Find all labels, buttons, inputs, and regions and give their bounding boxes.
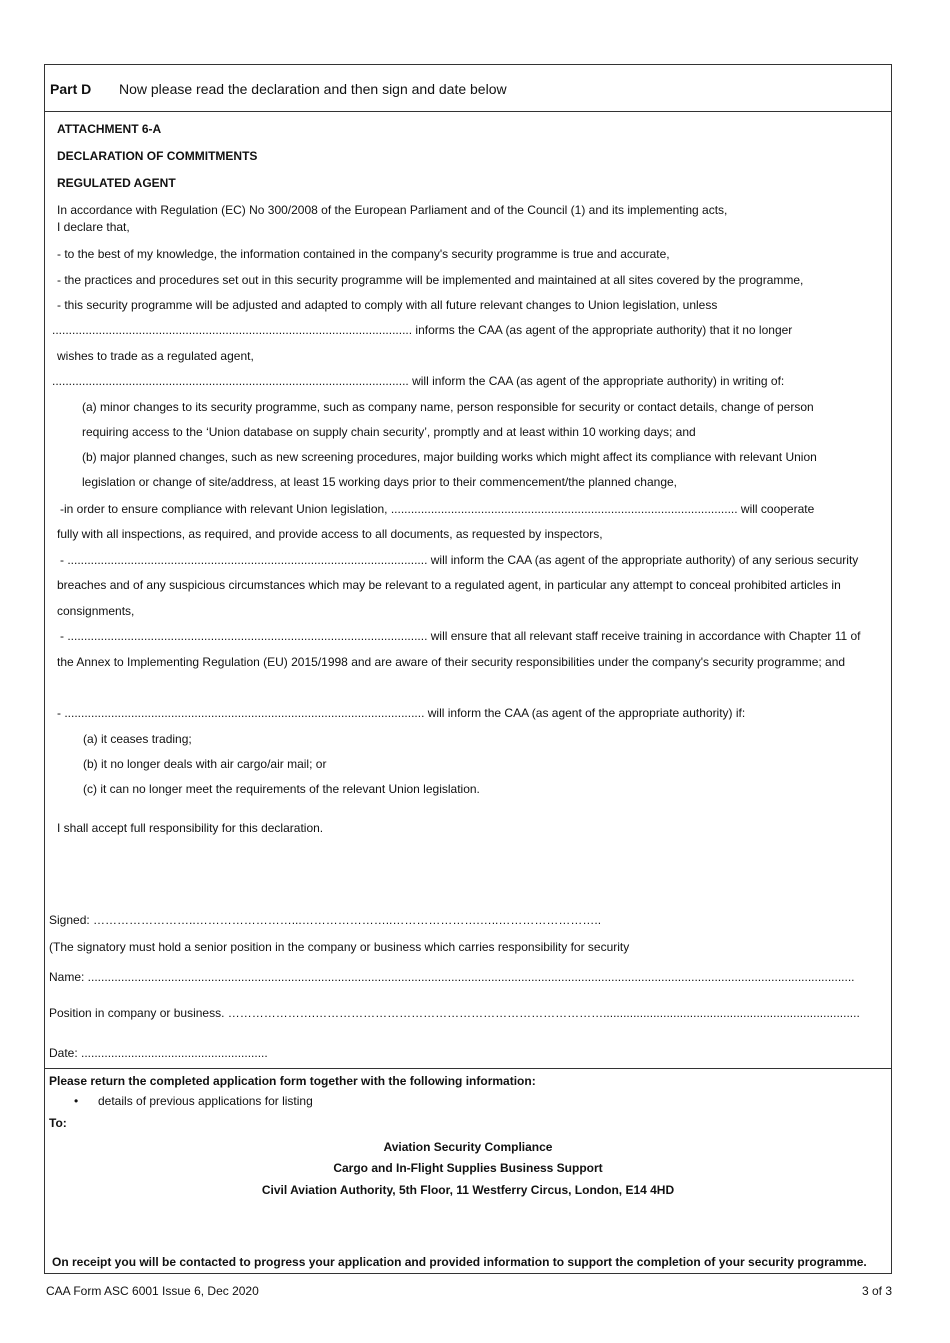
commitment-breaches-3: consignments, — [57, 604, 135, 618]
minor-changes-line-1: (a) minor changes to its security programme, such as company name, person responsible for security or contact details, change of person — [82, 400, 814, 414]
declaration-heading: DECLARATION OF COMMITMENTS — [57, 149, 258, 163]
ceases-trading: (a) it ceases trading; — [83, 732, 192, 746]
intro-line-2: I declare that, — [57, 220, 130, 234]
commitment-adaptation: - this security programme will be adjusted and adapted to comply with all future relevant changes to Union legislation, unless — [57, 298, 718, 312]
footer-page-number: 3 of 3 — [861, 1284, 892, 1298]
declaration-subheading: REGULATED AGENT — [57, 176, 176, 190]
no-longer-air-cargo: (b) it no longer deals with air cargo/air mail; or — [83, 757, 327, 771]
part-d-label: Part D — [50, 81, 92, 97]
cannot-meet-requirements: (c) it can no longer meet the requirements of the relevant Union legislation. — [83, 782, 480, 796]
intro-line-1: In accordance with Regulation (EC) No 300/2008 of the European Parliament and of the Council (1) and its implementing acts, — [57, 203, 728, 217]
commitment-breaches-1: - ............................................................................................................ will inform the CAA (as agent of the appropriate authority) of any serious security — [60, 553, 859, 567]
date-field[interactable]: Date: ........................................................ — [49, 1046, 268, 1060]
minor-changes-line-2: requiring access to the ‘Union database on supply chain security’, promptly and at least within 10 working days; and — [82, 425, 696, 439]
commitment-cessation-1: ............................................................................................................ informs the CAA (as agent of the appropriate authority) that it no longer — [52, 323, 793, 337]
commitment-cooperate-1: -in order to ensure compliance with relevant Union legislation, ........................................................................................................ will cooperate — [60, 502, 815, 516]
address-line-1: Aviation Security Compliance — [383, 1140, 553, 1154]
form-frame — [44, 64, 892, 1274]
commitment-implementation: - the practices and procedures set out in this security programme will be implemented and maintained at all sites covered by the programme, — [57, 273, 804, 287]
bullet-previous-applications: details of previous applications for listing — [98, 1094, 313, 1108]
signatory-note: (The signatory must hold a senior position in the company or business which carries responsibility for security — [49, 940, 630, 954]
part-d-title: Now please read the declaration and then sign and date below — [119, 81, 507, 97]
commitment-training-1: - ............................................................................................................ will ensure that all relevant staff receive training in accordance with Chapter 11 of — [60, 629, 861, 643]
commitment-cooperate-2: fully with all inspections, as required, and provide access to all documents, as requested by inspectors, — [57, 527, 603, 541]
address-line-2: Cargo and In-Flight Supplies Business Support — [333, 1161, 603, 1175]
position-field[interactable]: Position in company or business. ………………….………………………………………………………………............................................................................. — [49, 1006, 860, 1020]
receipt-note: On receipt you will be contacted to progress your application and provided information to support the completion of your security programme. — [52, 1255, 867, 1269]
acceptance-statement: I shall accept full responsibility for this declaration. — [57, 821, 324, 835]
return-instruction: Please return the completed application form together with the following information: — [49, 1074, 536, 1088]
footer-form-id: CAA Form ASC 6001 Issue 6, Dec 2020 — [46, 1284, 259, 1298]
commitment-accuracy: - to the best of my knowledge, the information contained in the company's security programme is true and accurate, — [57, 247, 670, 261]
commitment-cessation-2: wishes to trade as a regulated agent, — [57, 349, 254, 363]
commitment-inform-changes: ........................................................................................................... will inform the CAA (as agent of the appropriate authority) in writing of: — [52, 374, 785, 388]
to-label: To: — [49, 1116, 67, 1130]
bullet-glyph: • — [74, 1094, 79, 1108]
commitment-inform-if: - ............................................................................................................ will inform the CAA (as agent of the appropriate authority) if: — [57, 706, 746, 720]
signature-divider — [45, 1068, 891, 1069]
name-field[interactable]: Name: ...................................................................................................................................................................................................................................... — [49, 970, 855, 984]
major-changes-line-2: legislation or change of site/address, at least 15 working days prior to their commencement/the planned change, — [82, 475, 678, 489]
signed-field[interactable]: Signed: ……………………..……………………...…………………..………………….…..…………………….. — [49, 913, 602, 927]
header-divider — [45, 111, 891, 112]
address-line-3: Civil Aviation Authority, 5th Floor, 11 Westferry Circus, London, E14 4HD — [261, 1183, 675, 1197]
commitment-training-2: the Annex to Implementing Regulation (EU) 2015/1998 and are aware of their security responsibilities under the company's security programme; and — [57, 655, 846, 669]
major-changes-line-1: (b) major planned changes, such as new screening procedures, major building works which might affect its compliance with relevant Union — [82, 450, 817, 464]
attachment-label: ATTACHMENT 6-A — [57, 122, 162, 136]
commitment-breaches-2: breaches and of any suspicious circumstances which may be relevant to a regulated agent, in particular any attempt to conceal prohibited articles in — [57, 578, 841, 592]
